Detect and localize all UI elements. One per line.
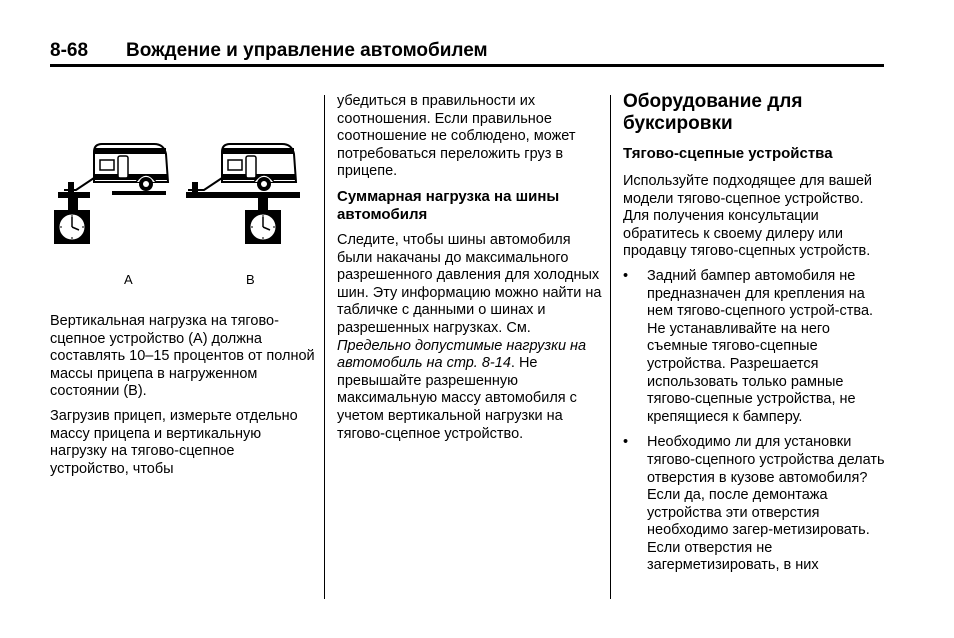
header-rule (50, 64, 884, 67)
hitch-bullet-list (623, 268, 888, 575)
page-number: 8-68 (50, 40, 89, 61)
bullet-icon: • (623, 267, 629, 284)
list-item (623, 268, 888, 426)
subheading-hitches: Тягово-сцепные устройства (623, 145, 833, 162)
heading-tire-load: Суммарная нагрузка на шины автомобиля (337, 187, 560, 223)
trailer-b-drawing (186, 144, 300, 244)
bullet-icon: • (623, 434, 629, 451)
list-item-text: Задний бампер автомобиля не предназначен для крепления на нем тягово-сцепного устрой-ства. Не устанавливайте на него съемные тягово-сцепные устройства. Разрешается использовать только рамные тягово-сцепные устройства, не крепящиеся к бамперу. (647, 267, 874, 425)
cross-reference-link: Предельно допустимые нагрузки на автомобиль на стр. 8-14 (337, 337, 587, 372)
column-middle (337, 93, 602, 450)
paragraph-hitch-advice: Используйте подходящее для вашей модели тягово-сцепное устройство. Для получения консультации обратитесь к своему дилеру или продавцу тягово-сцепных устройств. (623, 173, 873, 260)
trailer-a-drawing (54, 144, 168, 244)
list-item (623, 434, 888, 575)
paragraph-tongue-weight: Вертикальная нагрузка на тягово-сцепное устройство (A) должна составлять 10–15 процентов от полной массы прицепа в нагруженном состоянии (B). (50, 313, 315, 400)
trailer-weight-figure (54, 138, 316, 290)
page-header (50, 40, 884, 62)
trailer-illustration (54, 138, 316, 268)
tire-pressure-text-b: . Не превышайте разрешенную максимальную массу автомобиля с учетом вертикальной нагрузки на тягово-сцепное устройство. (337, 355, 577, 442)
column-divider-right (610, 95, 611, 599)
column-divider-left (324, 95, 325, 599)
column-right (623, 91, 888, 583)
tire-pressure-text-a: Следите, чтобы шины автомобиля были накачаны до максимального разрешенного давления для холодных шин. Эту информацию можно найти на табличке с данными о шинах и разрешенных нагрузках. См. (337, 231, 602, 336)
page-header-title: Вождение и управление автомобилем (126, 40, 488, 61)
figure-label-a: A (124, 272, 133, 287)
figure-label-b: B (246, 272, 255, 287)
paragraph-tire-pressure (337, 232, 602, 443)
paragraph-measure-weight: Загрузив прицеп, измерьте отдельно массу прицепа и вертикальную нагрузку на тягово-сцепное устройство, чтобы (50, 407, 298, 477)
column-left (50, 313, 315, 485)
heading-towing-equipment: Оборудование для буксировки (623, 91, 803, 134)
list-item-text: Необходимо ли для установки тягово-сцепного устройства делать отверстия в кузове автомобиля? Если да, после демонтажа устройства эти отверстия необходимо загер-метизировать. Если отверстия не загерметизировать, в них (647, 434, 885, 574)
paragraph-check-ratio: убедиться в правильности их соотношения. Если правильное соотношение не соблюдено, может потребоваться переложить груз в прицепе. (337, 93, 576, 180)
